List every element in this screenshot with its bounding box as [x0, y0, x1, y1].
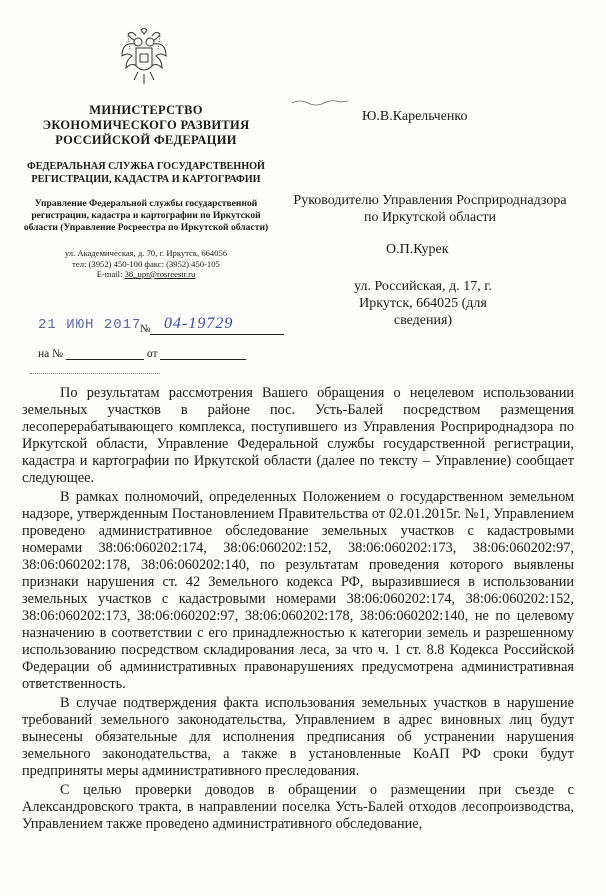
ref-from: от — [146, 348, 158, 360]
contacts — [22, 248, 270, 280]
coat-of-arms-icon — [120, 28, 168, 86]
recipient-title: Руководителю Управления Росприроднадзора по Иркутской области — [293, 193, 567, 225]
letter-body — [22, 385, 574, 835]
ref-date-blank — [160, 359, 246, 360]
date-stamp: 21 ИЮН 2017 — [38, 317, 142, 333]
email-link[interactable]: 38_upr@rosreestr.ru — [124, 269, 196, 279]
paragraph: По результатам рассмотрения Вашего обращения о нецелевом использовании земельных участков в районе пос. Усть-Балей посредством размещения лесоперерабатывающего комплекса, поступившего из Управления Росприроднадзора по Иркутской области, Управление Федеральной службы государственной регистрации, кадастра и картографии по Иркутской области (далее по тексту – Управление) сообщает следующее. — [22, 385, 574, 486]
email-label: E-mail: — [96, 269, 123, 279]
sender-phone: тел: (3952) 450-100 факс: (3952) 450-105 — [72, 258, 220, 269]
sender-email-line — [22, 269, 270, 280]
department-name: Управление Федеральной службы государственной регистрации, кадастра и картографии по Иркутской области (Управление Росреестра по Иркутской области) — [23, 198, 269, 233]
registration-stamp — [38, 317, 288, 339]
recipient-name: О.П.Курек — [386, 242, 449, 257]
reference-line — [38, 348, 246, 360]
handwritten-mark-icon — [290, 97, 350, 107]
number-label: № — [140, 323, 151, 335]
sender-block — [22, 103, 270, 280]
sender-address: ул. Академическая, д. 70, г. Иркутск, 664056 — [64, 248, 228, 258]
paragraph: С целью проверки доводов в обращении о размещении при съезде с Александровского тракта, в направлении поселка Усть-Балей отходов лесопроизводства, Управлением также проведено административного обследование, — [22, 782, 574, 832]
number-underline — [150, 334, 284, 335]
ref-number-blank — [66, 359, 144, 360]
paragraph: В случае подтверждения факта использования земельных участков в нарушение требований земельного законодательства, Управлением в адрес виновных лиц будут вынесены обязательные для исполнения предписания об устранении нарушения земельного законодательства, а также в установленные КоАП РФ сроки будут предприняты меры административного преследования. — [22, 695, 574, 779]
recipient-address: ул. Российская, д. 17, г. Иркутск, 664025 (для сведения) — [354, 279, 492, 328]
service-name: ФЕДЕРАЛЬНАЯ СЛУЖБА ГОСУДАРСТВЕННОЙ РЕГИСТРАЦИИ, КАДАСТРА И КАРТОГРАФИИ — [27, 161, 265, 185]
ministry-name: МИНИСТЕРСТВО ЭКОНОМИЧЕСКОГО РАЗВИТИЯ РОССИЙСКОЙ ФЕДЕРАЦИИ — [42, 103, 250, 147]
registration-number: 04-19729 — [164, 315, 234, 332]
ref-prefix: на № — [38, 348, 64, 360]
paragraph: В рамках полномочий, определенных Положением о государственном земельном надзоре, утвержденным Постановлением Правительства от 02.01.2015г. №1, Управлением проведено административное обследование земельных участков с кадастровыми номерами 38:06:060202:174, 38:06:060202:152, 38:06:060202:173, 38:06:060202:97, 38:06:060202:178, 38:06:060202:140, по результатам проведения которого выявлены признаки нарушения ст. 42 Земельного кодекса РФ, выразившиеся в использовании земельных участков с кадастровыми номерами 38:06:060202:174, 38:06:060202:152, 38:06:060202:173, 38:06:060202:97, 38:06:060202:178, 38:06:060202:140, не по целевому назначению в соответствии с его принадлежностью к категории земель и разрешенному использованию посредством складирования леса, за что ч. 1 ст. 8.8 Кодекса Российской Федерации об административных правонарушениях предусмотрена административная ответственность. — [22, 489, 574, 692]
resolution-initials: Ю.В.Карельченко — [362, 109, 468, 124]
divider — [30, 373, 160, 374]
